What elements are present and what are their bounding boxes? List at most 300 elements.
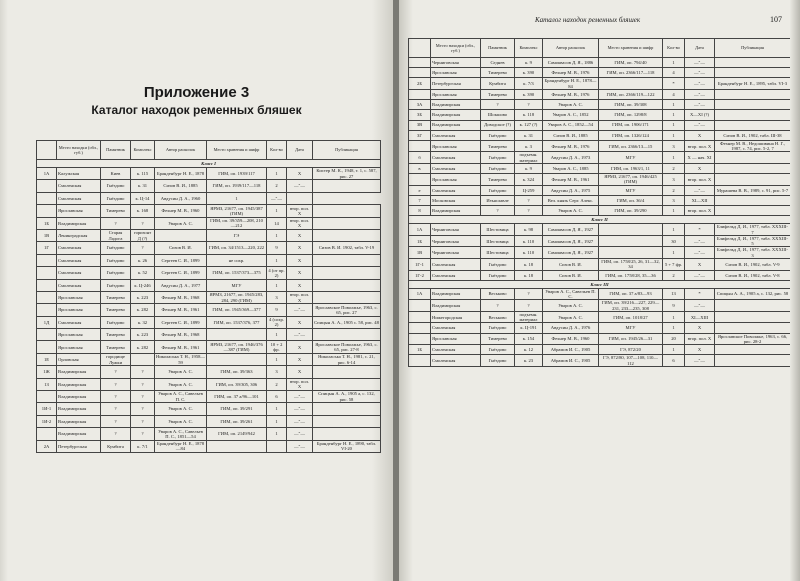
cell-site: Гнёздово	[101, 192, 131, 204]
cell-site: Тимерево	[481, 174, 515, 186]
cell-site: Тимерево	[101, 341, 131, 353]
appendix-title: Приложение 3	[143, 84, 250, 101]
cell-storage-cipher: ГИМ, оп. 39/261	[207, 415, 267, 427]
cell-quantity: 2	[267, 378, 287, 390]
cell-storage-cipher: ГИМ, оп. 1018/27	[599, 311, 663, 323]
cell-type-code: 8	[409, 206, 431, 216]
cell-site: Тимерево	[101, 205, 131, 217]
cell-excavator: Сергеев С. И., 1899	[155, 267, 207, 279]
cell-site: Шокшово	[481, 110, 515, 120]
cell-date: *	[685, 224, 715, 236]
cell-date: —"—	[287, 403, 313, 415]
cell-site: Тимерево	[481, 140, 515, 152]
cell-excavator: Уваров А. С.	[155, 378, 207, 390]
header-publication: Публикация	[715, 39, 791, 58]
cell-excavator: Авдусин Д. А., 1973	[543, 152, 599, 164]
cell-storage-cipher: МГУ	[207, 279, 267, 291]
cell-type-code: 1Б	[37, 217, 57, 229]
cell-find-place: Смоленская	[57, 192, 101, 204]
cell-date: —"—	[685, 58, 715, 68]
table-row	[409, 78, 791, 90]
cell-complex: к. 118	[515, 110, 543, 120]
cell-find-place: Ярославская	[57, 205, 101, 217]
cell-date: втор. пол. X	[685, 174, 715, 186]
cell-type-code: 1Б	[409, 235, 431, 247]
cell-find-place: Московская	[431, 195, 481, 205]
cell-date: X	[685, 259, 715, 271]
header-date: Дата	[287, 141, 313, 160]
cell-complex: ?	[131, 403, 155, 415]
table-row	[37, 291, 381, 303]
cell-quantity: 9	[267, 242, 287, 254]
cell-site: ?	[101, 378, 131, 390]
cell-publication: Мурашева В. В., 1989, с. 91, рис. 5-7	[715, 185, 791, 195]
cell-publication: Сизов В. И. 1902, табл. V-19	[313, 242, 381, 254]
cell-publication	[715, 152, 791, 164]
table-row	[409, 58, 791, 68]
cell-storage-cipher	[599, 235, 663, 247]
cell-date: —"—	[685, 78, 715, 90]
right-catalog-table	[408, 38, 791, 367]
header-storage-cipher: Место хранения и шифр	[599, 39, 663, 58]
cell-quantity: 1	[267, 168, 287, 180]
cell-site: ?	[101, 415, 131, 427]
cell-type-code: 1И-2	[37, 415, 57, 427]
table-row	[409, 259, 791, 271]
cell-date: *	[685, 288, 715, 300]
cell-quantity: 4 (сохр. 2)	[267, 316, 287, 328]
cell-complex: ?	[515, 288, 543, 300]
cell-quantity: 1	[663, 311, 685, 323]
cell-type-code: 2Б	[409, 78, 431, 90]
cell-excavator: Уваров А. С.	[155, 415, 207, 427]
cell-publication	[313, 229, 381, 241]
cell-date: —"—	[685, 235, 715, 247]
cell-date: —"—	[287, 180, 313, 192]
table-row	[37, 391, 381, 403]
cell-type-code: 1А	[409, 288, 431, 300]
cell-find-place: Черниговская	[431, 58, 481, 68]
left-catalog-table	[36, 140, 381, 453]
cell-complex	[131, 353, 155, 365]
cell-date: —"—	[685, 355, 715, 367]
cell-publication: Сизов В. И., 1902, табл. V-9	[715, 259, 791, 271]
cell-storage-cipher	[207, 440, 267, 452]
cell-complex: к. 31	[515, 130, 543, 140]
cell-storage-cipher: ГИМ, оп. 37 а/96—101	[207, 391, 267, 403]
cell-storage-cipher: ГИМ, оп. 2366/119—122	[599, 89, 663, 99]
table-row	[37, 304, 381, 316]
table-row	[409, 174, 791, 186]
table-row	[409, 130, 791, 140]
cell-site: Гнёздово	[481, 323, 515, 333]
cell-publication	[313, 217, 381, 229]
cell-quantity: 20	[663, 333, 685, 345]
cell-type-code	[409, 140, 431, 152]
table-row	[409, 235, 791, 247]
cell-date: —"—	[685, 100, 715, 110]
cell-quantity: 4	[663, 68, 685, 78]
cell-quantity: 1	[267, 205, 287, 217]
table-row	[409, 355, 791, 367]
table-row	[37, 254, 381, 266]
table-row	[37, 353, 381, 365]
cell-storage-cipher: ГИМ, оп. 1537/373—375	[207, 267, 267, 279]
cell-complex: ?	[515, 100, 543, 110]
cell-date	[287, 192, 313, 204]
table-row	[409, 140, 791, 152]
table-row	[409, 270, 791, 280]
cell-site: Гнёздово	[481, 164, 515, 174]
class-heading-row	[37, 160, 381, 168]
cell-publication	[313, 378, 381, 390]
cell-storage-cipher: ГИМ, оп. 39/305, 306	[207, 378, 267, 390]
cell-date: —"—	[685, 120, 715, 130]
cell-storage-cipher	[599, 78, 663, 90]
table-row	[409, 68, 791, 78]
table-row	[409, 311, 791, 323]
cell-publication	[313, 291, 381, 303]
cell-date: —"—	[685, 270, 715, 280]
cell-date: XI—XIII	[685, 311, 715, 323]
cell-find-place: Смоленская	[57, 180, 101, 192]
table-row	[409, 224, 791, 236]
table-row	[409, 110, 791, 120]
cell-excavator: Бранденбург Н. Е., 1878—84	[543, 78, 599, 90]
cell-site: ?	[481, 100, 515, 110]
cell-find-place: Смоленская	[431, 259, 481, 271]
cell-excavator: Сизов В. И.	[155, 242, 207, 254]
cell-storage-cipher: ГЭ, 872/20	[599, 345, 663, 355]
cell-complex: к. 282	[131, 341, 155, 353]
cell-site: Доводское (?)	[481, 120, 515, 130]
cell-complex: к. 26	[131, 254, 155, 266]
cell-quantity: 2	[267, 180, 287, 192]
cell-storage-cipher: ГИМ, оп. 1963/1, 11	[599, 164, 663, 174]
cell-publication: Сизов В. И., 1902, табл. Ш-38	[715, 130, 791, 140]
cell-date: X	[685, 345, 715, 355]
cell-excavator: Самоквасов Д. Я., 1927	[543, 235, 599, 247]
cell-quantity: 1	[267, 229, 287, 241]
cell-site: Шестовица	[481, 224, 515, 236]
cell-type-code	[37, 329, 57, 341]
cell-type-code	[409, 174, 431, 186]
cell-excavator: Авдусин Д. А., 1977	[155, 279, 207, 291]
cell-type-code	[37, 205, 57, 217]
cell-complex: к. 110	[515, 247, 543, 259]
cell-site: Шестовица	[481, 247, 515, 259]
table-row	[37, 279, 381, 291]
cell-storage-cipher	[207, 329, 267, 341]
cell-quantity: 1	[663, 247, 685, 259]
cell-complex: к. 115	[131, 168, 155, 180]
left-table-header-row	[37, 141, 381, 160]
cell-type-code	[409, 58, 431, 68]
cell-type-code	[37, 254, 57, 266]
cell-find-place: Владимирская	[431, 110, 481, 120]
table-row	[409, 195, 791, 205]
cell-excavator: Уваров А. С., Савельев П. С.	[543, 288, 599, 300]
cell-date: X	[685, 130, 715, 140]
cell-storage-cipher: ГИМ, оп. 1537/376, 377	[207, 316, 267, 328]
cell-site: Гнёздово	[101, 267, 131, 279]
table-row	[37, 428, 381, 440]
cell-publication	[715, 355, 791, 367]
cell-publication	[313, 267, 381, 279]
table-row	[409, 152, 791, 164]
cell-type-code	[37, 291, 57, 303]
cell-quantity: 1	[663, 206, 685, 216]
cell-date: X	[287, 254, 313, 266]
cell-find-place: Смоленская	[431, 130, 481, 140]
cell-type-code: 3Б	[409, 110, 431, 120]
cell-storage-cipher	[599, 247, 663, 259]
cell-excavator: Сергеев С. И., 1899	[155, 316, 207, 328]
cell-excavator: Бранденбург Н. Е., 1878	[155, 168, 207, 180]
cell-site: Гнёздово	[101, 254, 131, 266]
cell-excavator: Уваров А. С.	[155, 217, 207, 229]
cell-find-place: Ярославская	[431, 140, 481, 152]
cell-site: Изъяславле	[481, 195, 515, 205]
cell-complex: ?	[515, 206, 543, 216]
cell-quantity: 1	[267, 415, 287, 427]
cell-quantity: 1	[663, 100, 685, 110]
cell-excavator: Уваров А. С., 1885	[543, 164, 599, 174]
cell-site: Гнёздово	[101, 242, 131, 254]
table-row	[37, 217, 381, 229]
cell-find-place: Ярославская	[57, 291, 101, 303]
cell-publication: Ярославское Поволжье, 1963, с. 65, рис. 27	[313, 304, 381, 316]
cell-find-place: Смоленская	[431, 164, 481, 174]
cell-quantity: 13	[663, 288, 685, 300]
cell-date: —"—	[685, 300, 715, 312]
cell-storage-cipher	[599, 224, 663, 236]
cell-type-code	[37, 391, 57, 403]
cell-quantity: 1	[267, 403, 287, 415]
cell-date: —"—	[287, 329, 313, 341]
cell-quantity: 2	[663, 164, 685, 174]
cell-complex: к. 18	[515, 270, 543, 280]
cell-complex: к. Ц-14	[131, 192, 155, 204]
table-row	[37, 316, 381, 328]
cell-type-code	[37, 192, 57, 204]
cell-type-code: 1Г-1	[409, 259, 431, 271]
cell-excavator: Авдусин Д. А., 1976	[543, 323, 599, 333]
cell-site: Тимерево	[101, 329, 131, 341]
cell-publication	[715, 58, 791, 68]
cell-quantity: 1	[267, 254, 287, 266]
catalog-title: Каталог находок ременных бляшек	[91, 103, 302, 117]
cell-storage-cipher: МГУ	[599, 323, 663, 333]
cell-date: —"—	[685, 185, 715, 195]
cell-publication: Фехнер М. В., Недошивина Н. Г., 1987, с. 74, рис. 5-2, 7	[715, 140, 791, 152]
class-heading: Класс III	[409, 280, 791, 288]
cell-excavator: Вел. князь Серг. Алекс.	[543, 195, 599, 205]
table-row	[409, 89, 791, 99]
cell-find-place: Владимирская	[431, 100, 481, 110]
cell-type-code	[37, 279, 57, 291]
cell-complex: к. Ц-246	[131, 279, 155, 291]
cell-complex: к. 12	[515, 345, 543, 355]
cell-find-place: Владимирская	[57, 415, 101, 427]
cell-storage-cipher: 1	[207, 192, 267, 204]
cell-date: X — нач. XI	[685, 152, 715, 164]
cell-complex: Ц-259	[515, 185, 543, 195]
cell-publication: Спицын А. А., 1905 а, с. 132, рис. 58	[715, 288, 791, 300]
cell-site: городище Лужки	[101, 353, 131, 365]
cell-publication	[715, 311, 791, 323]
cell-storage-cipher: ГИМ, оп. 1758/28, 35—36	[599, 270, 663, 280]
cell-find-place: Нижегородская	[431, 311, 481, 323]
cell-excavator: Уваров А. С., Савельев П. С., 1851—54	[155, 428, 207, 440]
cell-find-place: Ярославская	[431, 68, 481, 78]
cell-quantity: 3	[267, 366, 287, 378]
table-row	[37, 180, 381, 192]
cell-excavator: Фехнер М. В., 1960	[543, 333, 599, 345]
cell-quantity: *	[663, 78, 685, 90]
cell-site: ?	[101, 366, 131, 378]
cell-storage-cipher: ГИМ, оп. 37 а/83—93	[599, 288, 663, 300]
cell-excavator: Фехнер М. В., 1968	[155, 329, 207, 341]
cell-find-place: Владимирская	[57, 428, 101, 440]
table-row	[37, 168, 381, 180]
cell-quantity: 10 + 2 фр.	[267, 341, 287, 353]
cell-type-code	[37, 428, 57, 440]
cell-quantity: 9	[663, 300, 685, 312]
cell-complex: ?	[131, 415, 155, 427]
cell-date: X	[287, 229, 313, 241]
cell-find-place: Калужская	[57, 168, 101, 180]
table-row	[409, 323, 791, 333]
cell-date: X	[287, 242, 313, 254]
cell-date: X	[685, 323, 715, 333]
cell-site: Гнёздово	[101, 279, 131, 291]
cell-complex: к. 32	[131, 316, 155, 328]
cell-type-code: в	[409, 164, 431, 174]
cell-complex: ?	[515, 300, 543, 312]
cell-complex: ?	[131, 391, 155, 403]
cell-type-code: 1З	[37, 378, 57, 390]
cell-find-place: Черниговская	[431, 224, 481, 236]
cell-site: Киев	[101, 168, 131, 180]
cell-excavator: Фехнер М. В., 1961	[543, 174, 599, 186]
cell-publication	[313, 428, 381, 440]
cell-type-code: 1И-1	[37, 403, 57, 415]
header-find-place: Место находки (обл., губ.)	[57, 141, 101, 160]
cell-site: Веськово	[481, 288, 515, 300]
cell-quantity: 6	[663, 355, 685, 367]
cell-excavator: Самоквасов Д. Я., 1927	[543, 224, 599, 236]
cell-storage-cipher: ГИМ, оп. 1939/117—118	[207, 180, 267, 192]
cell-site: Гнёздово	[481, 259, 515, 271]
cell-complex: к. 31	[131, 180, 155, 192]
cell-storage-cipher: ГИМ, оп. 2366/13—15	[599, 140, 663, 152]
cell-excavator: Сергеев С. И., 1899	[155, 254, 207, 266]
cell-find-place: Черниговская	[431, 247, 481, 259]
cell-complex: ?	[131, 428, 155, 440]
cell-quantity: 1	[663, 224, 685, 236]
cell-publication	[313, 366, 381, 378]
table-row	[37, 192, 381, 204]
cell-complex: к. Ц-191	[515, 323, 543, 333]
cell-type-code: 1Е	[37, 353, 57, 365]
cell-type-code	[409, 89, 431, 99]
cell-type-code: 3В	[409, 120, 431, 130]
header-site: Памятник	[481, 39, 515, 58]
header-complex: Комплекс	[131, 141, 155, 160]
table-row	[409, 288, 791, 300]
cell-type-code: 1Ж	[37, 366, 57, 378]
cell-site: ?	[101, 428, 131, 440]
cell-complex: к. 223	[131, 329, 155, 341]
cell-publication	[715, 89, 791, 99]
cell-storage-cipher: ГИМ, оп. 1945/26—31	[599, 333, 663, 345]
class-heading: Класс II	[409, 216, 791, 224]
cell-site: Тимерево	[481, 89, 515, 99]
cell-find-place: Владимирская	[57, 391, 101, 403]
cell-storage-cipher: ГИМ, оп. 39/216—227, 229—231, 233—235, 308	[599, 300, 663, 312]
cell-site: Гнёздово	[481, 345, 515, 355]
cell-type-code: 3Г	[409, 130, 431, 140]
header-type-code	[409, 39, 431, 58]
cell-storage-cipher: ГЭ	[207, 229, 267, 241]
cell-publication: Спицын А. А., 1905 а, с. 132, рис. 58	[313, 391, 381, 403]
cell-quantity: 1	[267, 329, 287, 341]
cell-site: Гнёздово	[481, 130, 515, 140]
cell-date: —"—	[685, 68, 715, 78]
cell-quantity: 1	[663, 120, 685, 130]
cell-complex: ?	[131, 217, 155, 229]
cell-find-place: Смоленская	[431, 185, 481, 195]
cell-date: X	[287, 341, 313, 353]
cell-publication	[715, 300, 791, 312]
cell-find-place: Смоленская	[431, 270, 481, 280]
cell-quantity: 1	[663, 58, 685, 68]
cell-find-place: Владимирская	[57, 403, 101, 415]
cell-find-place: Ярославская	[431, 89, 481, 99]
cell-publication	[715, 174, 791, 186]
cell-excavator: Абрамов И. С., 1905	[543, 345, 599, 355]
cell-date: втор. пол. X	[287, 205, 313, 217]
cell-find-place: Петербургская	[431, 78, 481, 90]
page-number: 107	[770, 15, 782, 24]
cell-publication	[715, 164, 791, 174]
cell-date: втор. пол. X	[287, 291, 313, 303]
cell-publication: Блифельд Д. И., 1977, табл. XXXIII-7	[715, 224, 791, 236]
cell-storage-cipher: ЯРМЗ, 21677, оп. 1945/387 (ГИМ)	[207, 205, 267, 217]
cell-site: Гнёздово	[481, 152, 515, 164]
cell-find-place: Ярославская	[57, 329, 101, 341]
cell-quantity: 2	[663, 185, 685, 195]
cell-publication: Спицын А. А., 1905 с. 58, рис. 48	[313, 316, 381, 328]
cell-complex: к. 324	[515, 174, 543, 186]
cell-publication	[715, 100, 791, 110]
table-row	[409, 300, 791, 312]
cell-excavator: Уваров А. С.	[543, 311, 599, 323]
header-date: Дата	[685, 39, 715, 58]
header-excavator: Автор раскопок	[155, 141, 207, 160]
cell-type-code: 3А	[409, 100, 431, 110]
table-row	[37, 378, 381, 390]
cell-publication	[715, 206, 791, 216]
table-row	[409, 120, 791, 130]
cell-publication	[313, 279, 381, 291]
cell-type-code	[409, 300, 431, 312]
cell-find-place: Владимирская	[57, 366, 101, 378]
cell-excavator: Уваров А. С.	[543, 206, 599, 216]
cell-complex: ?	[131, 378, 155, 390]
cell-storage-cipher: ГИМ, оп. 36/4	[599, 195, 663, 205]
